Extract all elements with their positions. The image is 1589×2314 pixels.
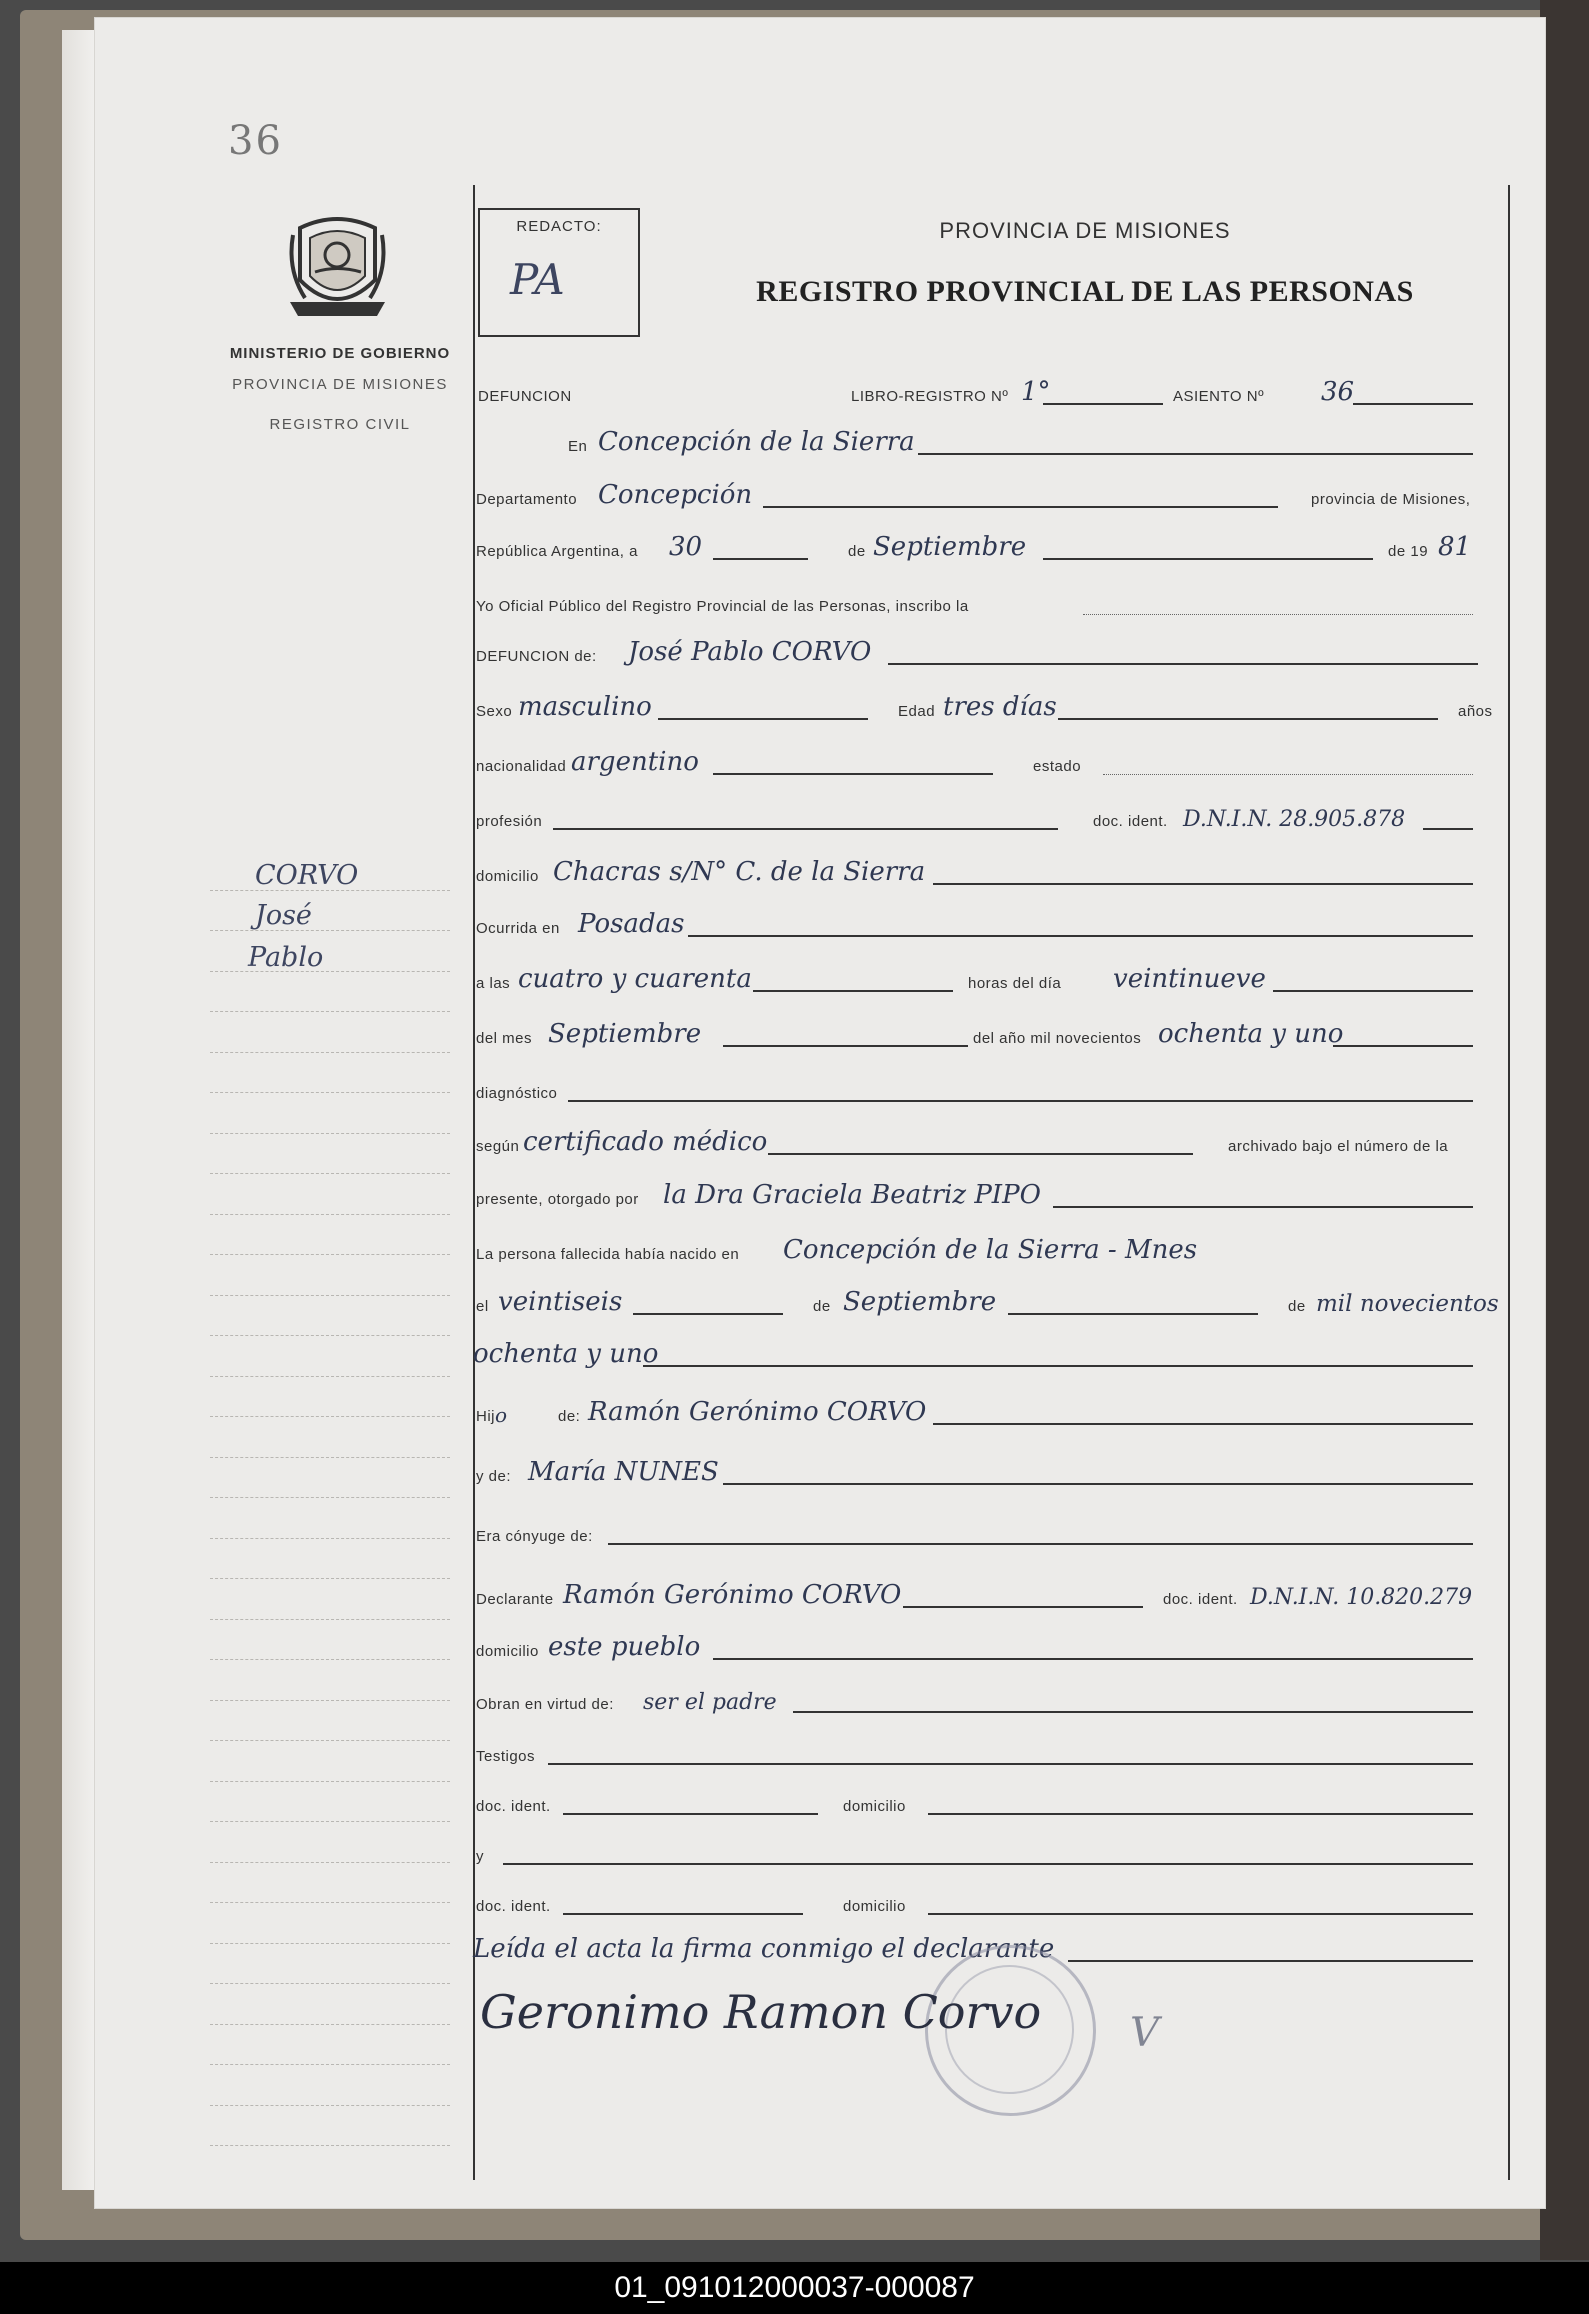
row-presente [473,1178,1498,1212]
nacido-value: Concepción de la Sierra - Mnes [783,1235,1198,1265]
t2-doc-line [563,1913,803,1915]
row-profesion [473,800,1498,834]
del-ano-label: del año mil novecientos [973,1030,1142,1047]
diagnostico-label: diagnóstico [476,1085,558,1102]
row-ano-cont [473,1337,1498,1371]
t2-doc-label: doc. ident. [476,1898,551,1915]
departamento-line [763,506,1278,508]
libro-value: 1° [1021,377,1051,407]
year-value: 81 [1438,532,1472,562]
hijo-suffix: o [495,1403,508,1427]
row-obran [473,1683,1498,1717]
de3-label: de [1288,1298,1306,1315]
row-domicilio2 [473,1630,1498,1664]
row-conyuge [473,1515,1498,1549]
mes2-line [1008,1313,1258,1315]
defuncion-de-label: DEFUNCION de: [476,648,597,665]
segun-value: certificado médico [523,1127,768,1157]
estado-line [1103,774,1473,775]
obran-label: Obran en virtud de: [476,1696,614,1713]
archivado-label: archivado bajo el número de la [1228,1138,1449,1155]
declarant-signature: Geronimo Ramon Corvo [480,1985,1042,2039]
hijo-label: Hij [476,1408,495,1425]
padre-value: Ramón Gerónimo CORVO [588,1397,927,1427]
obran-line [793,1711,1473,1713]
asiento-label: ASIENTO Nº [1173,388,1265,405]
row-segun [473,1125,1498,1159]
horas-value: veintinueve [1113,964,1266,994]
margin-note-name2: Pablo [248,942,324,973]
page-edge [62,30,98,2190]
row-y [473,1835,1498,1869]
madre-value: María NUNES [528,1457,719,1487]
presente-label: presente, otorgado por [476,1191,639,1208]
del-ano-value: ochenta y uno [1158,1019,1344,1049]
libro-label: LIBRO-REGISTRO Nº [851,388,1009,405]
year-label: de 19 [1388,543,1429,560]
domicilio2-value: este pueblo [548,1632,701,1662]
nacionalidad-value: argentino [571,747,699,777]
row-diagnostico [473,1072,1498,1106]
segun-label: según [476,1138,520,1155]
margin-ruled-lines [210,850,450,2146]
en-label: En [568,438,588,455]
el-line [633,1313,783,1315]
doc-ident-line [1423,828,1473,830]
row-ocurrida [473,907,1498,941]
libro-line [1043,403,1163,405]
segun-line [768,1153,1193,1155]
obran-value: ser el padre [643,1690,777,1715]
row-nacimiento-fecha [473,1285,1498,1319]
de2-label: de [813,1298,831,1315]
ocurrida-line [688,935,1473,937]
page-number: 36 [228,118,283,164]
ocurrida-value: Posadas [578,909,685,939]
horas-line [1273,990,1473,992]
domicilio-value: Chacras s/N° C. de la Sierra [553,857,926,887]
de-padre-label: de: [558,1408,581,1425]
en-value: Concepción de la Sierra [598,427,915,457]
leida-value: Leída el acta la firma conmigo el declarante [473,1934,1055,1964]
t-doc-label: doc. ident. [476,1798,551,1815]
month-line [1043,558,1373,560]
row-madre [473,1455,1498,1489]
anos-label: años [1458,703,1493,720]
asiento-line [1353,403,1473,405]
domicilio-label: domicilio [476,868,539,885]
day-line [713,558,808,560]
en-line [918,453,1473,455]
margin-note-surname: CORVO [255,860,359,891]
declarante-value: Ramón Gerónimo CORVO [563,1580,902,1610]
t-doc-line [563,1813,818,1815]
horas-label: horas del día [968,975,1062,992]
presente-line [1053,1206,1473,1208]
edad-line [1058,718,1438,720]
testigos-line [548,1763,1473,1765]
t-dom-line [928,1813,1473,1815]
sexo-line [658,718,868,720]
provincial-crest-icon [285,210,390,325]
del-mes-value: Septiembre [548,1019,702,1049]
ano2-value: mil novecientos [1316,1291,1499,1317]
row-yo-oficial [473,585,1498,619]
row-testigo2 [473,1885,1498,1919]
y-de-label: y de: [476,1468,512,1485]
right-rule [1508,185,1510,2180]
conyuge-line [608,1543,1473,1545]
de-label: de [848,543,866,560]
madre-line [723,1483,1473,1485]
provincia-label: provincia de Misiones, [1311,491,1471,508]
declarante-doc-label: doc. ident. [1163,1591,1238,1608]
header-province: PROVINCIA DE MISIONES [939,218,1231,243]
yo-oficial-line [1083,614,1473,615]
edad-label: Edad [898,703,936,720]
row-del-mes [473,1017,1498,1051]
ministry-registry: REGISTRO CIVIL [269,416,411,433]
ocurrida-label: Ocurrida en [476,920,560,937]
declarante-line [903,1606,1143,1608]
row-testigo1 [473,1785,1498,1819]
declarante-doc-value: D.N.I.N. 10.820.279 [1250,1585,1473,1610]
row-departamento [473,478,1498,512]
ano2-cont: ochenta y uno [473,1339,659,1369]
del-ano-line [1333,1045,1473,1047]
row-sexo [473,690,1498,724]
t2-dom-line [928,1913,1473,1915]
del-mes-line [723,1045,968,1047]
sexo-label: Sexo [476,703,513,720]
del-mes-label: del mes [476,1030,533,1047]
presente-value: la Dra Graciela Beatriz PIPO [663,1180,1041,1210]
departamento-label: Departamento [476,491,578,508]
a-las-value: cuatro y cuarenta [518,964,752,994]
redacto-box [478,208,640,337]
y-label: y [476,1848,484,1865]
t2-dom-label: domicilio [843,1898,906,1915]
el-value: veintiseis [498,1287,623,1317]
image-id-footer: 01_091012000037-000087 [0,2262,1589,2314]
a-las-label: a las [476,975,511,992]
nacido-label: La persona fallecida había nacido en [476,1246,740,1263]
yo-oficial-text: Yo Oficial Público del Registro Provincial de las Personas, inscribo la [476,598,969,615]
declarante-label: Declarante [476,1591,554,1608]
header-registry: REGISTRO PROVINCIAL DE LAS PERSONAS [756,275,1414,308]
margin-note-name1: José [255,900,312,931]
redacto-label: REDACTO: [516,218,602,235]
domicilio2-label: domicilio [476,1643,539,1660]
ministry-province: PROVINCIA DE MISIONES [232,376,448,393]
estado-label: estado [1033,758,1082,775]
profesion-line [553,828,1058,830]
defuncion-de-value: José Pablo CORVO [628,637,872,667]
departamento-value: Concepción [598,480,753,510]
conyuge-label: Era cónyuge de: [476,1528,593,1545]
book-spine-shadow [1540,0,1589,2260]
padre-line [933,1423,1473,1425]
row-en [473,425,1498,459]
edad-value: tres días [943,692,1057,722]
ano2-cont-line [643,1365,1473,1367]
mes2-value: Septiembre [843,1287,997,1317]
redacto-initials: PA [510,255,565,304]
row-a-las [473,962,1498,996]
domicilio2-line [713,1658,1473,1660]
row-hijo [473,1395,1498,1429]
official-signature: V [1130,2010,1159,2056]
diagnostico-line [568,1100,1473,1102]
row-domicilio [473,855,1498,889]
day-value: 30 [669,532,703,562]
defuncion-label: DEFUNCION [478,388,572,405]
defuncion-de-line [888,663,1478,665]
testigos-label: Testigos [476,1748,536,1765]
row-nacionalidad [473,745,1498,779]
t-dom-label: domicilio [843,1798,906,1815]
profesion-label: profesión [476,813,543,830]
row-fecha [473,530,1498,564]
sexo-value: masculino [518,692,652,722]
ministry-name: MINISTERIO DE GOBIERNO [229,345,451,362]
doc-ident-label: doc. ident. [1093,813,1168,830]
a-las-line [753,990,953,992]
row-libro [473,375,1498,409]
asiento-value: 36 [1321,377,1355,407]
leida-line [1068,1960,1473,1962]
row-nacido [473,1233,1498,1267]
y-line [503,1863,1473,1865]
row-declarante [473,1578,1498,1612]
row-defuncion-de [473,635,1498,669]
month-value: Septiembre [873,532,1027,562]
el-label: el [476,1298,489,1315]
nacionalidad-label: nacionalidad [476,758,567,775]
row-testigos [473,1735,1498,1769]
nacionalidad-line [713,773,993,775]
doc-ident-value: D.N.I.N. 28.905.878 [1183,807,1406,832]
domicilio-line [933,883,1473,885]
republica-label: República Argentina, a [476,543,638,560]
